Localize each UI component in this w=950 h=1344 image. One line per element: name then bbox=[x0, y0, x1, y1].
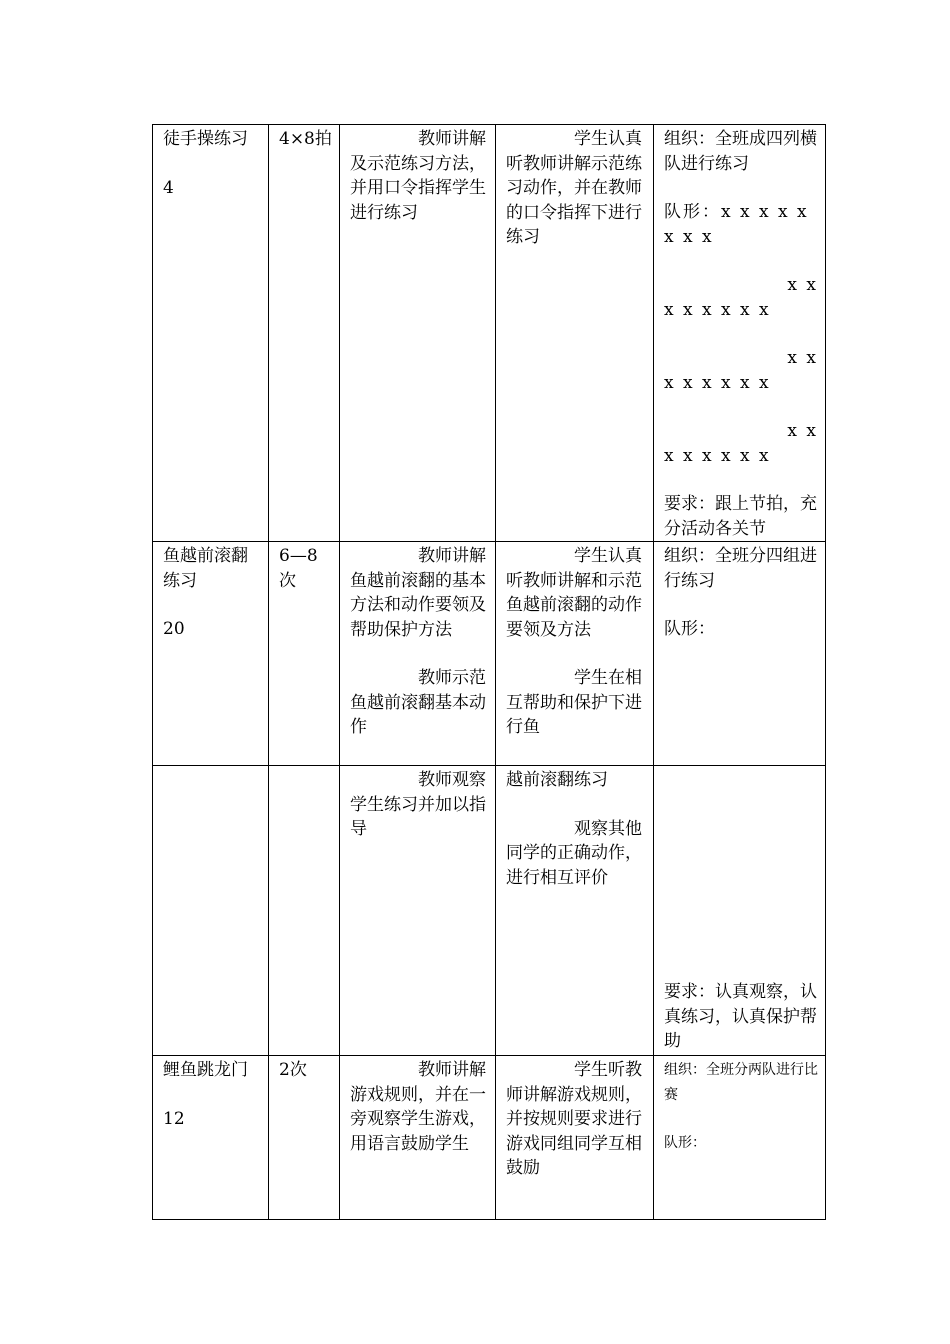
content-name: 鲤鱼跳龙门 bbox=[163, 1060, 248, 1080]
teacher-cell bbox=[340, 766, 496, 1056]
student-cell bbox=[496, 542, 654, 766]
amount-cell bbox=[269, 542, 340, 766]
teacher-activity: 教师示范鱼越前滚翻基本动作 bbox=[350, 668, 486, 737]
teacher-activity: 教师观察学生练习并加以指导 bbox=[350, 770, 486, 839]
formation-marks: x x bbox=[787, 348, 818, 368]
table-row bbox=[153, 1056, 826, 1220]
student-cell bbox=[496, 1056, 654, 1220]
formation-marks: x x x x x x bbox=[664, 299, 771, 320]
teacher-cell bbox=[340, 542, 496, 766]
student-activity: 学生认真听教师讲解示范练习动作，并在教师的口令指挥下进行练习 bbox=[506, 129, 642, 247]
teacher-activity: 教师讲解鱼越前滚翻的基本方法和动作要领及帮助保护方法 bbox=[350, 546, 486, 640]
formation-label: 队形： bbox=[664, 202, 721, 222]
student-activity: 学生听教师讲解游戏规则，并按规则要求进行游戏同组同学互相鼓励 bbox=[506, 1060, 642, 1178]
content-cell bbox=[153, 542, 269, 766]
amount: 2次 bbox=[279, 1060, 307, 1080]
amount-cell bbox=[269, 1056, 340, 1220]
organization-text: 组织：全班成四列横队进行练习 bbox=[664, 129, 817, 174]
student-cell bbox=[496, 125, 654, 542]
time-minutes: 4 bbox=[163, 177, 174, 198]
organization-cell bbox=[654, 1056, 826, 1220]
table-row bbox=[153, 542, 826, 766]
student-activity: 观察其他同学的正确动作，进行相互评价 bbox=[506, 818, 642, 888]
formation-marks: x x x x x x bbox=[664, 445, 771, 466]
lesson-plan-table bbox=[152, 124, 826, 1220]
organization-cell bbox=[654, 542, 826, 766]
content-name: 徒手操练习 bbox=[163, 129, 248, 149]
formation-line bbox=[664, 200, 818, 225]
content-cell bbox=[153, 766, 269, 1056]
teacher-cell bbox=[340, 1056, 496, 1220]
content-cell bbox=[153, 125, 269, 542]
teacher-activity: 教师讲解及示范练习方法，并用口令指挥学生进行练习 bbox=[350, 129, 486, 223]
content-name: 鱼越前滚翻练习 bbox=[163, 546, 248, 591]
amount-cell bbox=[269, 125, 340, 542]
student-cell bbox=[496, 766, 654, 1056]
table-row bbox=[153, 125, 826, 542]
formation-marks: x x x x x x bbox=[664, 372, 771, 393]
formation-marks: x x bbox=[787, 275, 818, 295]
student-activity: 学生在相互帮助和保护下进行鱼 bbox=[506, 668, 642, 737]
teacher-cell bbox=[340, 125, 496, 542]
content-cell bbox=[153, 1056, 269, 1220]
time-minutes: 20 bbox=[163, 619, 185, 639]
time-minutes: 12 bbox=[163, 1108, 185, 1129]
formation-label: 队形： bbox=[664, 619, 715, 639]
amount: 6—8次 bbox=[279, 546, 318, 591]
student-activity-continued: 越前滚翻练习 bbox=[506, 770, 608, 790]
organization-text: 组织：全班分四组进行练习 bbox=[664, 546, 817, 591]
formation-label: 队形： bbox=[664, 1135, 706, 1151]
organization-cell bbox=[654, 766, 826, 1056]
organization-text: 组织：全班分两队进行比赛 bbox=[664, 1062, 818, 1103]
formation-marks: x x x x x bbox=[721, 202, 809, 222]
organization-cell bbox=[654, 125, 826, 542]
requirement-text: 要求：认真观察，认真练习，认真保护帮助 bbox=[664, 982, 817, 1051]
amount-cell bbox=[269, 766, 340, 1056]
amount: 4×8拍 bbox=[279, 129, 332, 149]
formation-marks: x x x bbox=[664, 226, 714, 247]
student-activity: 学生认真听教师讲解和示范鱼越前滚翻的动作要领及方法 bbox=[506, 546, 642, 640]
table-row bbox=[153, 766, 826, 1056]
formation-marks: x x bbox=[787, 421, 818, 441]
requirement-text: 要求：跟上节拍，充分活动各关节 bbox=[664, 494, 817, 539]
teacher-activity: 教师讲解游戏规则，并在一旁观察学生游戏，用语言鼓励学生 bbox=[350, 1060, 486, 1154]
